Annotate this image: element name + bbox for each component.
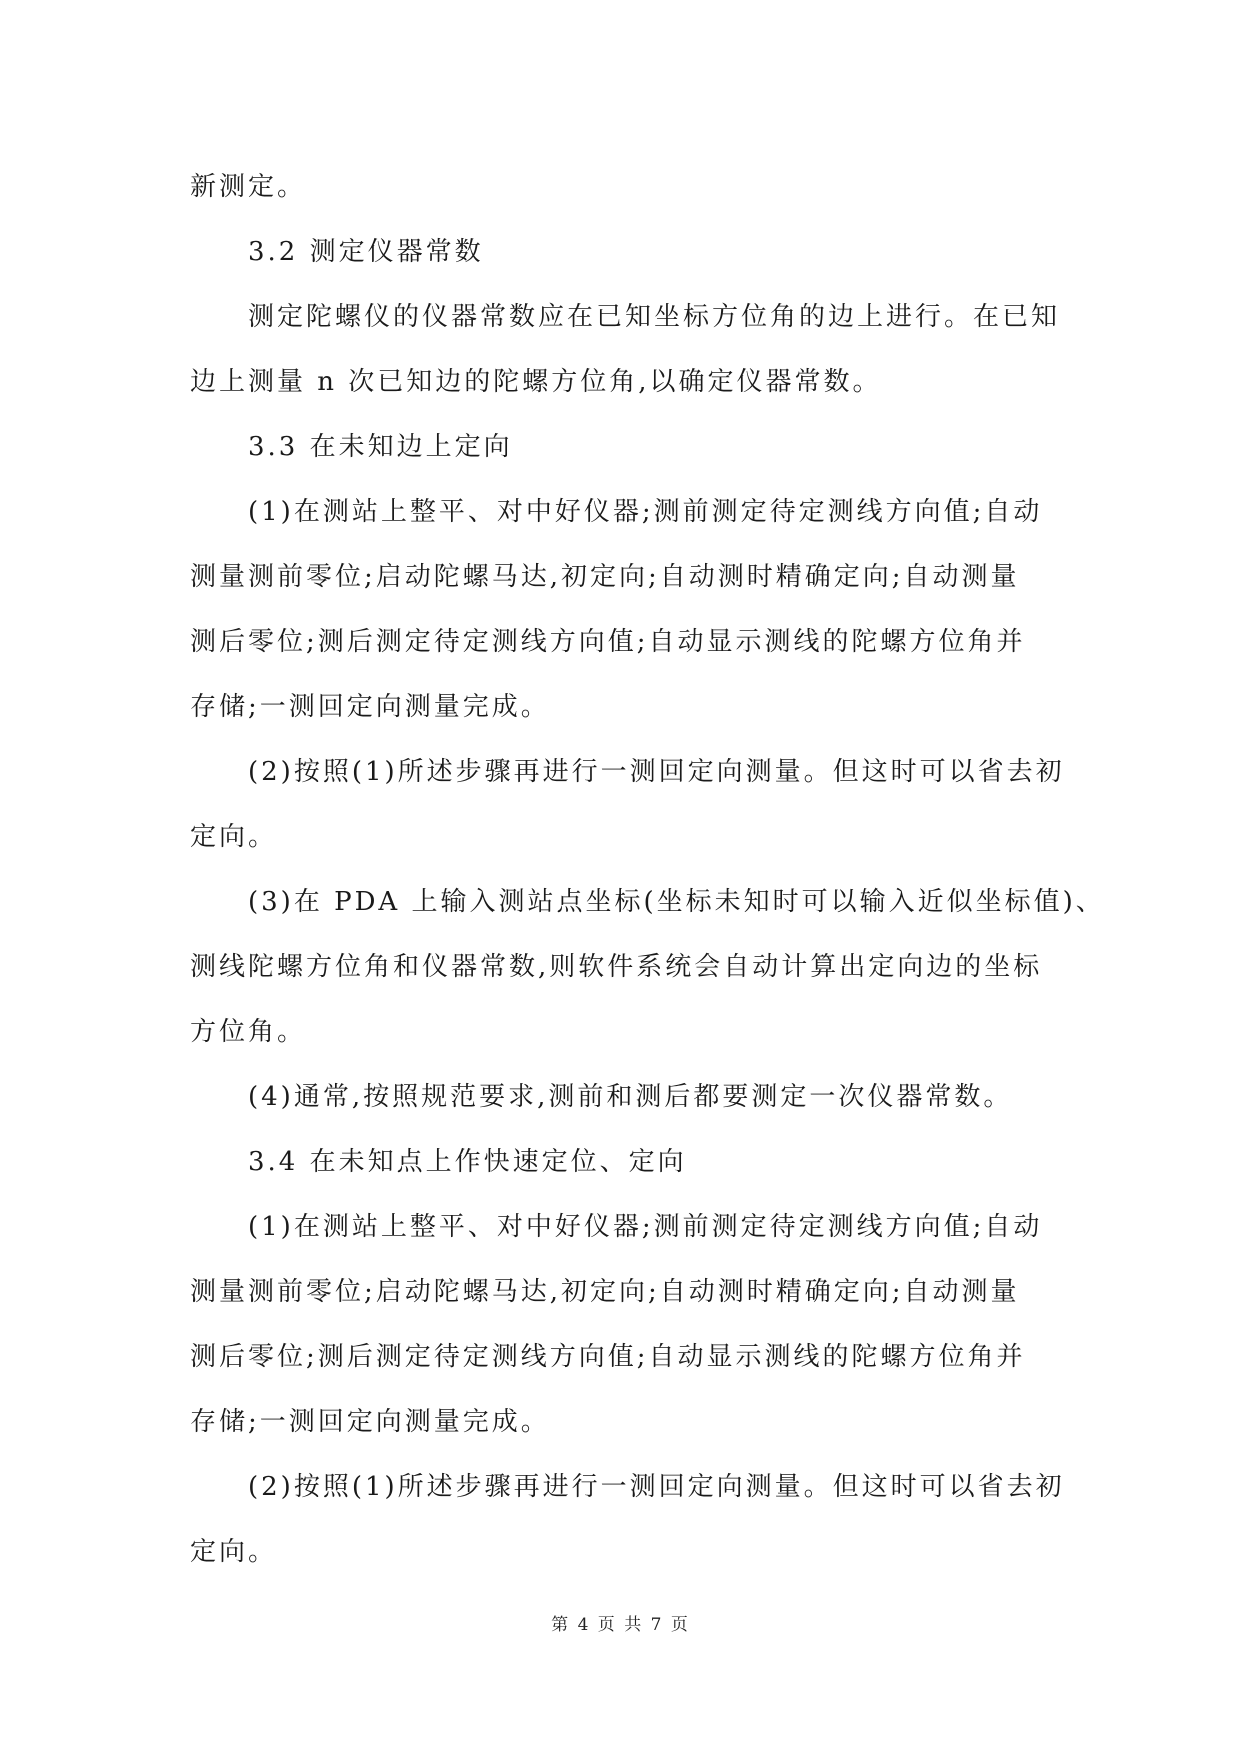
paragraph-line: 方位角。	[190, 1017, 307, 1047]
section-heading: 3.4 在未知点上作快速定位、定向	[248, 1147, 687, 1177]
paragraph-line: 测线陀螺方位角和仪器常数,则软件系统会自动计算出定向边的坐标	[190, 952, 1043, 982]
section-heading: 3.3 在未知边上定向	[248, 432, 513, 462]
paragraph-line: (1)在测站上整平、对中好仪器;测前测定待定测线方向值;自动	[248, 1212, 1043, 1242]
section-heading: 3.2 测定仪器常数	[248, 237, 484, 267]
paragraph-line: (1)在测站上整平、对中好仪器;测前测定待定测线方向值;自动	[248, 497, 1043, 527]
paragraph-line: 测后零位;测后测定待定测线方向值;自动显示测线的陀螺方位角并	[190, 1342, 1026, 1372]
paragraph-line: (2)按照(1)所述步骤再进行一测回定向测量。但这时可以省去初	[248, 1472, 1065, 1502]
document-body	[190, 155, 1105, 1585]
paragraph-line: 定向。	[190, 1537, 278, 1567]
paragraph-line: (2)按照(1)所述步骤再进行一测回定向测量。但这时可以省去初	[248, 757, 1065, 787]
paragraph-line: (4)通常,按照规范要求,测前和测后都要测定一次仪器常数。	[248, 1082, 1013, 1112]
paragraph-line: (3)在 PDA 上输入测站点坐标(坐标未知时可以输入近似坐标值)、	[248, 887, 1105, 917]
paragraph-line: 测后零位;测后测定待定测线方向值;自动显示测线的陀螺方位角并	[190, 627, 1026, 657]
paragraph-line: 测量测前零位;启动陀螺马达,初定向;自动测时精确定向;自动测量	[190, 1277, 1020, 1307]
paragraph-line: 新测定。	[190, 172, 307, 202]
paragraph-line: 测定陀螺仪的仪器常数应在已知坐标方位角的边上进行。在已知	[248, 302, 1061, 332]
paragraph-line: 存储;一测回定向测量完成。	[190, 692, 550, 722]
paragraph-line: 测量测前零位;启动陀螺马达,初定向;自动测时精确定向;自动测量	[190, 562, 1020, 592]
paragraph-line: 存储;一测回定向测量完成。	[190, 1407, 550, 1437]
page-number-footer: 第 4 页 共 7 页	[551, 1615, 690, 1635]
paragraph-line: 定向。	[190, 822, 278, 852]
paragraph-line: 边上测量 n 次已知边的陀螺方位角,以确定仪器常数。	[190, 367, 882, 397]
